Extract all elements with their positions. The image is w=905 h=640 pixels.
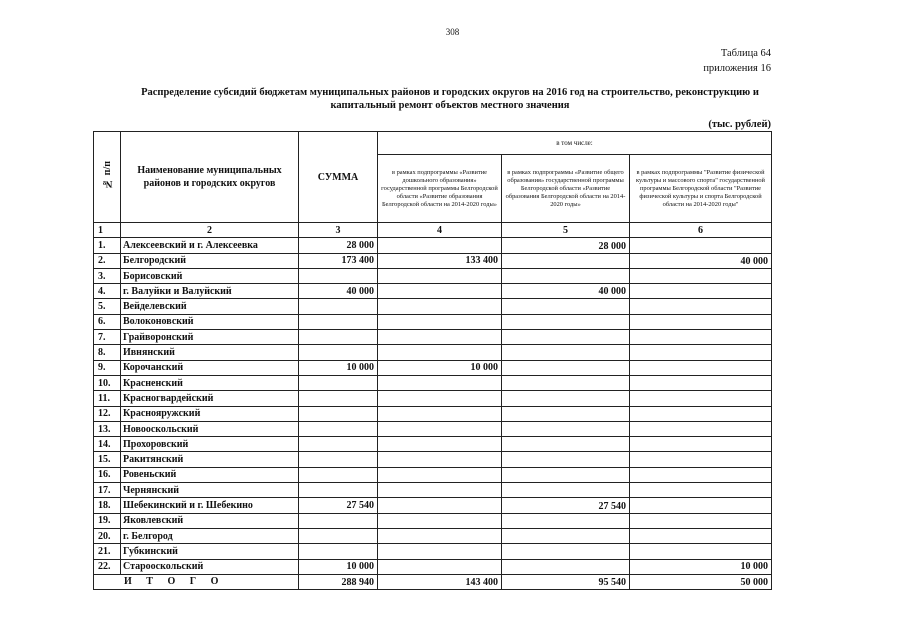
row-name: г. Белгород	[121, 528, 299, 543]
row-sport	[630, 268, 772, 283]
row-sum	[299, 437, 378, 452]
row-sum	[299, 406, 378, 421]
row-name: Краснояружский	[121, 406, 299, 421]
row-general	[502, 406, 630, 421]
total-general: 95 540	[502, 574, 630, 589]
row-sum	[299, 345, 378, 360]
header-including: в том числе:	[378, 132, 772, 155]
row-name: Вейделевский	[121, 299, 299, 314]
row-general	[502, 360, 630, 375]
row-general	[502, 528, 630, 543]
table-row	[94, 528, 772, 543]
table-label: Таблица 64	[720, 48, 771, 59]
row-number: 15.	[94, 452, 121, 467]
row-number: 7.	[94, 330, 121, 345]
row-general	[502, 314, 630, 329]
row-general: 27 540	[502, 498, 630, 513]
row-sport	[630, 467, 772, 482]
row-number: 6.	[94, 314, 121, 329]
row-preschool	[378, 437, 502, 452]
row-name: Белгородский	[121, 253, 299, 268]
title-line-1: Распределение субсидий бюджетам муниципальных районов и городских округов на 2016 год на строительство, реконструкцию и	[141, 87, 759, 98]
row-general	[502, 345, 630, 360]
row-general	[502, 452, 630, 467]
header-sum: СУММА	[299, 132, 378, 223]
row-sum	[299, 375, 378, 390]
total-sum: 288 940	[299, 574, 378, 589]
row-number: 9.	[94, 360, 121, 375]
row-preschool	[378, 391, 502, 406]
row-name: г. Валуйки и Валуйский	[121, 284, 299, 299]
row-sum	[299, 314, 378, 329]
col-index-6: 6	[630, 223, 772, 238]
row-name: Красненский	[121, 375, 299, 390]
row-name: Старооскольский	[121, 559, 299, 574]
table-row	[94, 253, 772, 268]
table-row	[94, 345, 772, 360]
table-row	[94, 452, 772, 467]
row-general	[502, 513, 630, 528]
title-line-2: капитальный ремонт объектов местного значения	[330, 100, 570, 111]
table-row	[94, 299, 772, 314]
row-name: Ивнянский	[121, 345, 299, 360]
header-row	[94, 132, 772, 155]
row-number: 11.	[94, 391, 121, 406]
row-name: Яковлевский	[121, 513, 299, 528]
table-row	[94, 391, 772, 406]
total-sport: 50 000	[630, 574, 772, 589]
total-row	[94, 574, 772, 589]
row-number: 21.	[94, 544, 121, 559]
row-sum	[299, 391, 378, 406]
document-title	[100, 86, 800, 112]
row-preschool	[378, 544, 502, 559]
row-name: Новооскольский	[121, 421, 299, 436]
row-number: 16.	[94, 467, 121, 482]
row-sum	[299, 528, 378, 543]
row-sport	[630, 360, 772, 375]
row-general	[502, 268, 630, 283]
row-preschool	[378, 268, 502, 283]
row-name: Алексеевский и г. Алексеевка	[121, 238, 299, 253]
row-preschool	[378, 406, 502, 421]
col-index-2: 2	[121, 223, 299, 238]
row-name: Волоконовский	[121, 314, 299, 329]
row-preschool	[378, 284, 502, 299]
row-sport	[630, 452, 772, 467]
row-general	[502, 330, 630, 345]
row-sum	[299, 513, 378, 528]
row-sum: 173 400	[299, 253, 378, 268]
col-index-3: 3	[299, 223, 378, 238]
row-preschool	[378, 345, 502, 360]
row-sum: 10 000	[299, 559, 378, 574]
row-sport: 40 000	[630, 253, 772, 268]
row-sport	[630, 299, 772, 314]
row-number: 12.	[94, 406, 121, 421]
row-sum	[299, 483, 378, 498]
row-sport	[630, 406, 772, 421]
row-general	[502, 253, 630, 268]
table-row	[94, 513, 772, 528]
row-preschool	[378, 375, 502, 390]
row-sport: 10 000	[630, 559, 772, 574]
row-sum: 10 000	[299, 360, 378, 375]
row-preschool	[378, 498, 502, 513]
row-number: 4.	[94, 284, 121, 299]
row-name: Чернянский	[121, 483, 299, 498]
table-row	[94, 498, 772, 513]
row-general: 28 000	[502, 238, 630, 253]
row-preschool	[378, 238, 502, 253]
row-sport	[630, 498, 772, 513]
row-preschool: 10 000	[378, 360, 502, 375]
row-number: 1.	[94, 238, 121, 253]
row-number: 22.	[94, 559, 121, 574]
row-number: 14.	[94, 437, 121, 452]
row-general	[502, 375, 630, 390]
header-name: Наименование муниципальных районов и городских округов	[121, 132, 299, 223]
row-sum: 28 000	[299, 238, 378, 253]
row-name: Борисовский	[121, 268, 299, 283]
row-number: 19.	[94, 513, 121, 528]
header-num: № п/п	[101, 161, 113, 189]
row-sport	[630, 513, 772, 528]
row-sport	[630, 421, 772, 436]
table-row	[94, 375, 772, 390]
row-number: 2.	[94, 253, 121, 268]
row-number: 5.	[94, 299, 121, 314]
table-row	[94, 284, 772, 299]
row-preschool	[378, 483, 502, 498]
row-name: Шебекинский и г. Шебекино	[121, 498, 299, 513]
row-name: Ровеньский	[121, 467, 299, 482]
row-number: 18.	[94, 498, 121, 513]
table-row	[94, 483, 772, 498]
total-label: И Т О Г О	[94, 574, 299, 589]
table-row	[94, 437, 772, 452]
row-sport	[630, 483, 772, 498]
row-sport	[630, 314, 772, 329]
row-sport	[630, 375, 772, 390]
row-preschool	[378, 528, 502, 543]
row-sport	[630, 544, 772, 559]
row-general	[502, 437, 630, 452]
row-general	[502, 421, 630, 436]
row-name: Ракитянский	[121, 452, 299, 467]
row-general: 40 000	[502, 284, 630, 299]
row-sport	[630, 528, 772, 543]
header-sub-sport: в рамках подпрограммы "Развитие физической культуры и массового спорта" государственной программы Белгородской области "Развитие физической культуры и спорта Белгородской области на 2014-2020 годы"	[630, 155, 772, 223]
row-name: Корочанский	[121, 360, 299, 375]
row-sum	[299, 544, 378, 559]
row-general	[502, 483, 630, 498]
table-row	[94, 559, 772, 574]
table-caption	[703, 46, 771, 76]
row-general	[502, 559, 630, 574]
table-row	[94, 360, 772, 375]
row-general	[502, 391, 630, 406]
col-index-4: 4	[378, 223, 502, 238]
row-number: 8.	[94, 345, 121, 360]
table-row	[94, 314, 772, 329]
row-sum	[299, 268, 378, 283]
row-sum	[299, 421, 378, 436]
row-sum: 27 540	[299, 498, 378, 513]
row-name: Красногвардейский	[121, 391, 299, 406]
row-sum: 40 000	[299, 284, 378, 299]
row-preschool	[378, 421, 502, 436]
table-row	[94, 330, 772, 345]
header-num-cell	[94, 132, 121, 223]
table-row	[94, 406, 772, 421]
row-number: 13.	[94, 421, 121, 436]
col-index-1: 1	[94, 223, 121, 238]
appendix-label: приложения 16	[703, 63, 771, 74]
table-row	[94, 467, 772, 482]
row-preschool: 133 400	[378, 253, 502, 268]
header-sub-general: в рамках подпрограммы «Развитие общего образования» государственной программы Белгородской области «Развитие образования Белгородской области на 2014-2020 годы»	[502, 155, 630, 223]
row-number: 10.	[94, 375, 121, 390]
row-sport	[630, 391, 772, 406]
column-index-row	[94, 223, 772, 238]
page-number: 308	[445, 27, 460, 37]
row-sum	[299, 452, 378, 467]
row-sport	[630, 437, 772, 452]
row-number: 3.	[94, 268, 121, 283]
row-sport	[630, 238, 772, 253]
row-preschool	[378, 513, 502, 528]
table-row	[94, 544, 772, 559]
header-sub-preschool: в рамках подпрограммы «Развитие дошкольного образования» государственной программы Белгородской области «Развитие образования Белгородской области на 2014-2020 годы»	[378, 155, 502, 223]
row-sport	[630, 345, 772, 360]
row-name: Грайворонский	[121, 330, 299, 345]
table-row	[94, 268, 772, 283]
row-sum	[299, 330, 378, 345]
row-general	[502, 467, 630, 482]
col-index-5: 5	[502, 223, 630, 238]
row-preschool	[378, 330, 502, 345]
subsidy-table	[93, 131, 772, 590]
row-sum	[299, 467, 378, 482]
row-preschool	[378, 299, 502, 314]
row-sum	[299, 299, 378, 314]
units-label: (тыс. рублей)	[708, 119, 771, 130]
row-name: Губкинский	[121, 544, 299, 559]
table-row	[94, 238, 772, 253]
row-sport	[630, 330, 772, 345]
row-general	[502, 544, 630, 559]
row-name: Прохоровский	[121, 437, 299, 452]
table-row	[94, 421, 772, 436]
row-preschool	[378, 314, 502, 329]
row-number: 17.	[94, 483, 121, 498]
row-preschool	[378, 452, 502, 467]
row-preschool	[378, 559, 502, 574]
row-preschool	[378, 467, 502, 482]
total-preschool: 143 400	[378, 574, 502, 589]
row-number: 20.	[94, 528, 121, 543]
row-sport	[630, 284, 772, 299]
row-general	[502, 299, 630, 314]
